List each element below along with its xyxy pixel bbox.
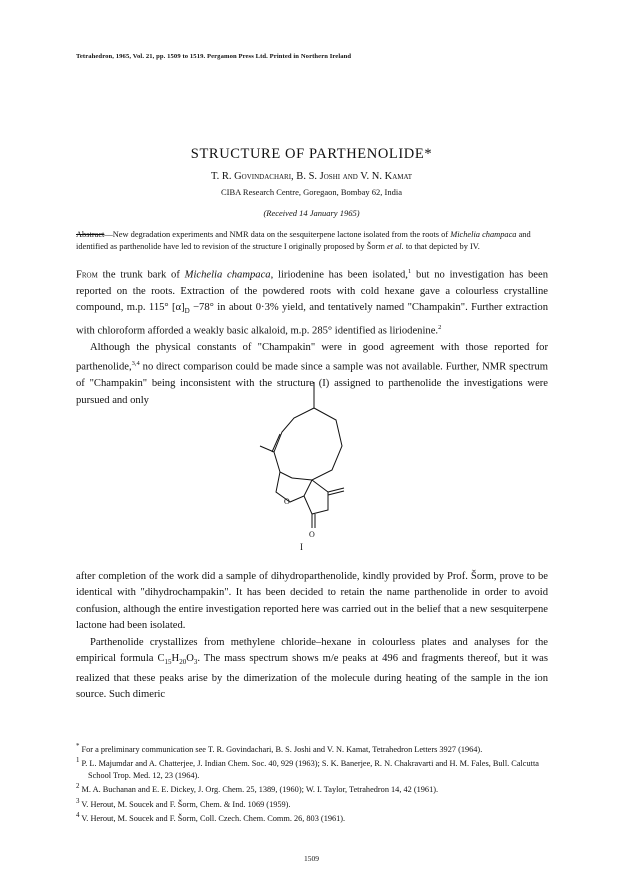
page-number: 1509: [304, 854, 319, 863]
p1-text-b: , liriodenine has been isolated,: [270, 269, 408, 281]
footnote: [76, 741, 548, 755]
affiliation: CIBA Research Centre, Goregaon, Bombay 62, India: [220, 187, 403, 197]
abstract-species: Michelia champaca: [450, 230, 517, 239]
abstract: [76, 229, 548, 252]
running-header: Tetrahedron, 1965, Vol. 21, pp. 1509 to 1519. Pergamon Press Ltd. Printed in Northern Ireland: [76, 53, 352, 60]
double-bond: [272, 434, 280, 452]
footnote-mark: 2: [76, 783, 80, 791]
footnote: [76, 796, 548, 810]
p1-text-c: but no investigation has been reported on the roots. Extraction of the powdered roots with cold hexane gave a colourless crystalline compound, m.p. 115° [α]: [76, 269, 548, 314]
footnote-mark: 1: [76, 757, 80, 765]
p2-text-a: Although the physical constants of "Champakin" were in good agreement with those reported for parthenolide,: [76, 341, 548, 373]
parthenolide-structure-diagram: [250, 380, 360, 555]
footnote-mark: 4: [76, 812, 80, 820]
p4-text-d: . The mass spectrum shows m/e peaks at 496 and fragments thereof, but it was realized that these peaks arise by the dimerization of the molecule during heating of the sample in the ion source. Such dimeric: [76, 653, 548, 700]
footnote: [76, 781, 548, 795]
abstract-label: Abstract: [76, 230, 105, 239]
p4-text-b: H: [171, 653, 180, 665]
paragraph-4: [76, 635, 548, 704]
abstract-etal: et al.: [386, 241, 404, 251]
abstract-text-1: —New degradation experiments and NMR data on the sesquiterpene lactone isolated from the roots of: [104, 230, 451, 239]
footnotes: [76, 741, 548, 824]
footnote-text: M. A. Buchanan and E. E. Dickey, J. Org. Chem. 25, 1389, (1960); W. I. Taylor, Tetrahedron 14, 42 (1961).: [79, 785, 439, 795]
p1-text-d: −78° in about 0·3% yield, and tentatively named "Champakin". Further extraction with chloroform afforded a weakly basic alkaloid, m.p. 285° identified as liriodenine.: [76, 302, 548, 337]
body-text-bottom: [76, 569, 548, 703]
structure-label: I: [300, 542, 303, 552]
paragraph-3: after completion of the work did a sample of dihydroparthenolide, kindly provided by Prof. Šorm, prove to be identical with "dihydrochampakin". It has been decided to retain the name parthenolide in order to avoid confusion, although the entire investigation reported here was carried out in the belief that a new sesquiterpene lactone had been isolated.: [76, 571, 548, 632]
footnote: [76, 810, 548, 824]
author-list: T. R. Govindachari, B. S. Joshi and V. N. Kamat: [210, 171, 413, 182]
footnote-text: V. Herout, M. Soucek and F. Šorm, Coll. Czech. Chem. Comm. 26, 803 (1961).: [79, 813, 346, 823]
formula-sub-o: 3: [193, 658, 198, 667]
lead-word: From: [76, 269, 98, 281]
ref-mark-1: 1: [407, 268, 412, 275]
footnote-text: V. Herout, M. Soucek and F. Šorm, Chem. & Ind. 1069 (1959).: [79, 799, 291, 809]
received-date: [0, 208, 623, 218]
abstract-text-3: to that depicted by IV.: [403, 241, 480, 251]
formula-sub-h: 20: [179, 658, 187, 667]
p1-species: Michelia champaca: [184, 269, 271, 281]
p1-sub: D: [184, 307, 190, 316]
paragraph-1: [76, 264, 548, 340]
p4-text-a: Parthenolide crystallizes from methylene chloride–hexane in colourless plates and analyses for the empirical formula C: [76, 636, 548, 665]
ring-right: [292, 408, 342, 480]
p4-text-c: O: [186, 653, 194, 665]
ref-mark-2: 2: [438, 323, 442, 331]
article-title: STRUCTURE OF PARTHENOLIDE*: [190, 146, 433, 162]
lactone-ring: [304, 480, 328, 514]
p1-text-a: the trunk bark of: [97, 269, 185, 281]
footnote-text: P. L. Majumdar and A. Chatterjee, J. Indian Chem. Soc. 40, 929 (1963); S. K. Banerjee, R. N. Chakravarti and H. M. Fales, Bull. Calcutta School Trop. Med. 12, 23 (1964).: [79, 759, 539, 780]
formula-sub-c: 15: [164, 658, 172, 667]
carbonyl-oxygen: O: [309, 530, 315, 539]
footnote: [76, 755, 548, 781]
epoxide-oxygen: O: [284, 497, 290, 506]
footnote-text: For a preliminary communication see T. R. Govindachari, B. S. Joshi and V. N. Kamat, Tetrahedron Letters 3927 (1964).: [79, 744, 483, 754]
p2-text-b: no direct comparison could be made since a sample was not available. Further, NMR spectrum of "Champakin" being inconsistent with the structure (I) assigned to parthenolide the investigations were pursued and only: [76, 361, 548, 406]
abstract-text-2: and identified as parthenolide have led to revision of the structure I originally proposed by Šorm: [76, 230, 531, 251]
received-text: (Received 14 January 1965): [263, 208, 360, 218]
ref-mark-3-4: 3,4: [131, 360, 140, 368]
footnote-mark: 3: [76, 797, 80, 805]
ring-left: [274, 408, 314, 478]
footnote-mark: *: [76, 743, 80, 750]
epoxide-lactone-ring: [276, 472, 312, 502]
